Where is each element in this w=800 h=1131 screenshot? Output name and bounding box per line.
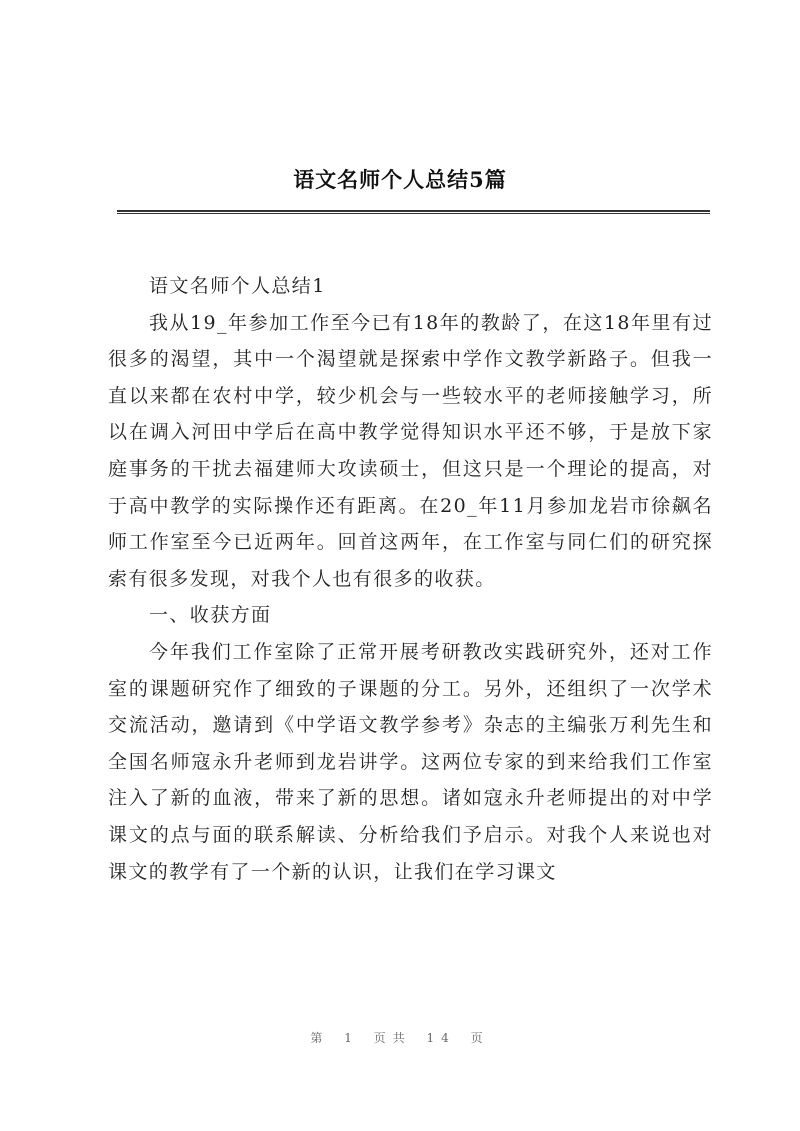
document-title: 语文名师个人总结5篇: [293, 167, 507, 192]
page-number-footer: 第 1 页共 14 页: [310, 1031, 490, 1045]
document-body: [108, 268, 713, 890]
body-paragraph: 我从19_年参加工作至今已有18年的教龄了，在这18年里有过很多的渴望，其中一个渴望就是探索中学作文教学新路子。但我一直以来都在农村中学，较少机会与一些较水平的老师接触学习，所以在调入河田中学后在高中教学觉得知识水平还不够，于是放下家庭事务的干扰去福建师大攻读硕士，但这只是一个理论的提高，对于高中教学的实际操作还有距离。在20_年11月参加龙岩市徐飙名师工作室至今已近两年。回首这两年，在工作室与同仁们的研究探索有很多发现，对我个人也有很多的收获。: [108, 311, 713, 590]
subsection-heading: 一、收获方面: [149, 604, 272, 627]
section-heading: 语文名师个人总结1: [149, 275, 326, 297]
body-paragraph: 今年我们工作室除了正常开展考研教改实践研究外，还对工作室的课题研究作了细致的子课题的分工。另外，还组织了一次学术交流活动，邀请到《中学语文教学参考》杂志的主编张万利先生和全国名师寇永升老师到龙岩讲学。这两位专家的到来给我们工作室注入了新的血液，带来了新的思想。诸如寇永升老师提出的对中学课文的点与面的联系解读、分析给我们予启示。对我个人来说也对课文的教学有了一个新的认识，让我们在学习课文: [108, 640, 713, 883]
title-divider: [117, 210, 710, 214]
